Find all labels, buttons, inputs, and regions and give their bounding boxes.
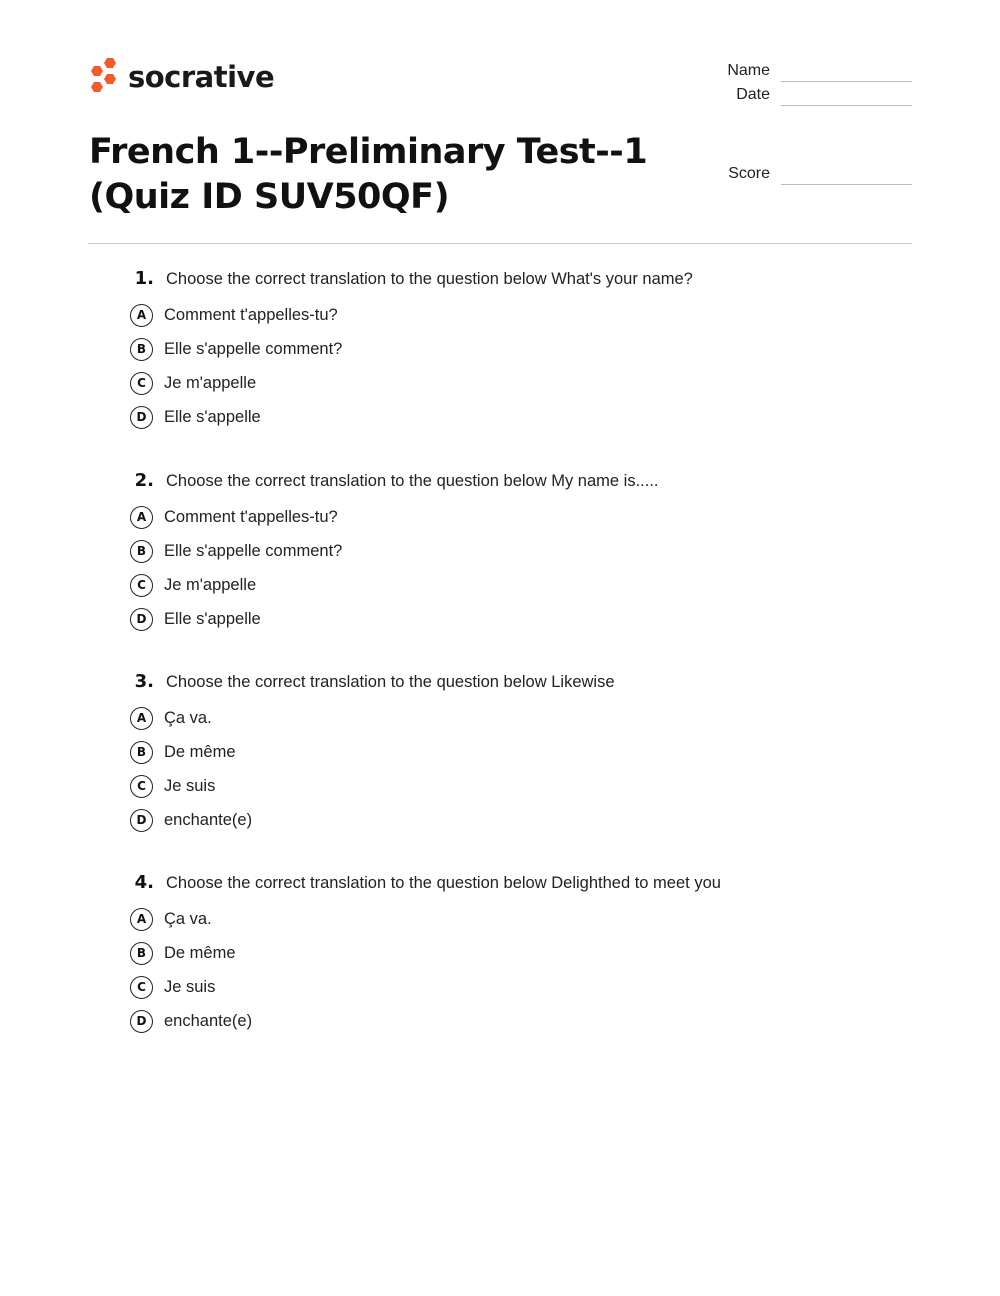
option-text: Elle s'appelle: [164, 609, 261, 628]
page-title: [89, 130, 647, 220]
option-text: De même: [164, 943, 236, 962]
option-bubble[interactable]: C: [130, 574, 153, 597]
option-bubble[interactable]: C: [130, 775, 153, 798]
question-number: 4.: [134, 872, 154, 893]
answer-option[interactable]: [130, 1004, 910, 1038]
hexagon-logo-icon: [88, 58, 118, 96]
question-number: 3.: [134, 671, 154, 692]
score-field[interactable]: [700, 165, 912, 183]
question-text: Choose the correct translation to the question below Delighthed to meet you: [166, 874, 721, 892]
answer-option[interactable]: [130, 902, 910, 936]
answer-option[interactable]: [130, 568, 910, 602]
option-bubble[interactable]: A: [130, 707, 153, 730]
option-text: enchante(e): [164, 810, 253, 829]
name-field[interactable]: [700, 62, 912, 80]
answer-option[interactable]: [130, 366, 910, 400]
answer-option[interactable]: [130, 602, 910, 636]
question-header: [130, 268, 910, 298]
answer-option[interactable]: [130, 701, 910, 735]
title-line-2: (Quiz ID SUV50QF): [89, 177, 450, 217]
question: [130, 470, 910, 636]
option-text: Je m'appelle: [164, 373, 257, 392]
question: [130, 268, 910, 434]
question-number: 2.: [134, 470, 154, 491]
option-text: De même: [164, 742, 236, 761]
option-text: Elle s'appelle comment?: [164, 339, 343, 358]
score-label: Score: [728, 165, 770, 182]
question-text: Choose the correct translation to the question below Likewise: [166, 673, 615, 691]
option-bubble[interactable]: C: [130, 372, 153, 395]
option-text: Comment t'appelles-tu?: [164, 507, 338, 526]
option-bubble[interactable]: A: [130, 908, 153, 931]
option-bubble[interactable]: B: [130, 942, 153, 965]
option-bubble[interactable]: D: [130, 1010, 153, 1033]
date-field[interactable]: [700, 86, 912, 104]
answer-option[interactable]: [130, 970, 910, 1004]
option-bubble[interactable]: B: [130, 741, 153, 764]
name-label: Name: [727, 62, 770, 79]
answer-option[interactable]: [130, 500, 910, 534]
score-line[interactable]: [781, 183, 912, 185]
option-bubble[interactable]: C: [130, 976, 153, 999]
option-text: enchante(e): [164, 1011, 253, 1030]
brand-name: socrative: [128, 60, 275, 94]
name-line[interactable]: [781, 80, 912, 82]
question-text: Choose the correct translation to the question below My name is.....: [166, 472, 659, 490]
option-bubble[interactable]: A: [130, 304, 153, 327]
question-header: [130, 872, 910, 902]
question-number: 1.: [134, 268, 154, 289]
option-text: Comment t'appelles-tu?: [164, 305, 338, 324]
answer-option[interactable]: [130, 936, 910, 970]
date-line[interactable]: [781, 104, 912, 106]
answer-option[interactable]: [130, 400, 910, 434]
option-text: Ça va.: [164, 909, 212, 928]
question-text: Choose the correct translation to the question below What's your name?: [166, 270, 693, 288]
answer-option[interactable]: [130, 769, 910, 803]
answer-option[interactable]: [130, 332, 910, 366]
option-bubble[interactable]: D: [130, 406, 153, 429]
option-text: Ça va.: [164, 708, 212, 727]
answer-option[interactable]: [130, 298, 910, 332]
option-text: Je suis: [164, 776, 216, 795]
answer-option[interactable]: [130, 803, 910, 837]
option-bubble[interactable]: A: [130, 506, 153, 529]
socrative-logo: [88, 58, 274, 96]
question: [130, 872, 910, 1038]
question: [130, 671, 910, 837]
option-bubble[interactable]: D: [130, 608, 153, 631]
question-header: [130, 470, 910, 500]
answer-option[interactable]: [130, 534, 910, 568]
option-bubble[interactable]: B: [130, 338, 153, 361]
option-text: Elle s'appelle: [164, 407, 261, 426]
option-bubble[interactable]: D: [130, 809, 153, 832]
option-text: Je suis: [164, 977, 216, 996]
date-label: Date: [736, 86, 770, 103]
answer-option[interactable]: [130, 735, 910, 769]
option-bubble[interactable]: B: [130, 540, 153, 563]
title-line-1: French 1--Preliminary Test--1: [89, 132, 648, 172]
header-divider: [88, 243, 912, 244]
option-text: Je m'appelle: [164, 575, 257, 594]
question-header: [130, 671, 910, 701]
option-text: Elle s'appelle comment?: [164, 541, 343, 560]
